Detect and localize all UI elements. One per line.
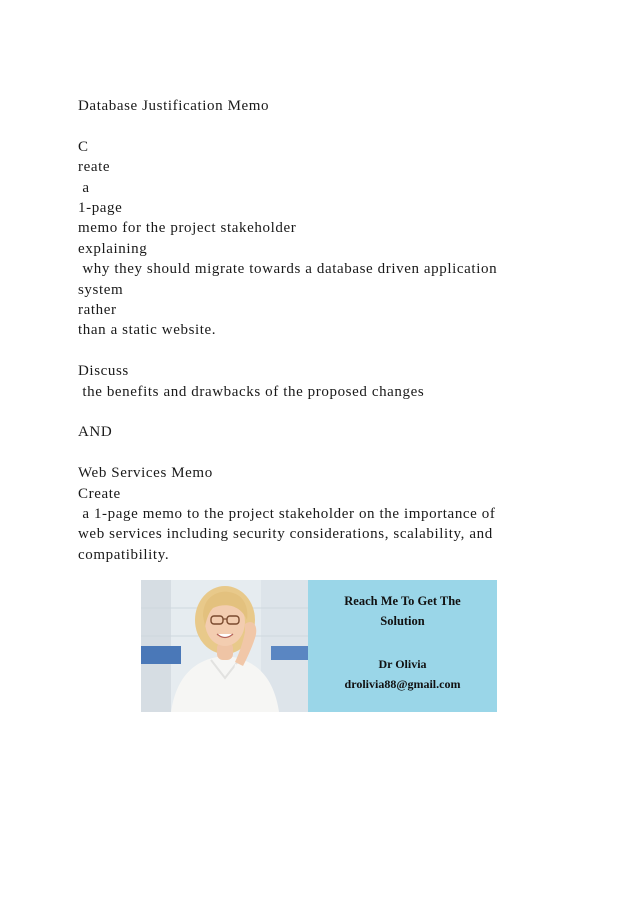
blank-line bbox=[78, 443, 578, 463]
memo-line: AND bbox=[78, 424, 113, 441]
promo-heading bbox=[308, 591, 497, 631]
memo-line: explaining bbox=[78, 240, 148, 257]
memo-line: the benefits and drawbacks of the proposed changes bbox=[78, 383, 425, 400]
contact-name: Dr Olivia bbox=[378, 657, 427, 671]
memo-line: 1-page bbox=[78, 200, 123, 217]
promo-banner bbox=[141, 580, 497, 712]
memo-line: a bbox=[78, 179, 90, 196]
memo-line: web services including security considerations, scalability, and bbox=[78, 526, 493, 543]
promo-contact bbox=[308, 654, 497, 694]
memo-line: than a static website. bbox=[78, 322, 217, 339]
blank-line bbox=[78, 402, 578, 422]
memo-title: Database Justification Memo bbox=[78, 98, 270, 114]
memo-line: a 1-page memo to the project stakeholder on the importance of bbox=[78, 506, 496, 523]
memo-line: rather bbox=[78, 302, 117, 319]
memo-line: compatibility. bbox=[78, 546, 170, 563]
promo-heading-line1: Reach Me To Get The bbox=[344, 594, 461, 608]
memo-line: memo for the project stakeholder bbox=[78, 220, 297, 237]
memo-text bbox=[78, 96, 578, 565]
contact-email[interactable]: drolivia88@gmail.com bbox=[344, 677, 461, 691]
memo-line: reate bbox=[78, 159, 111, 176]
promo-photo bbox=[141, 580, 308, 712]
memo-line: why they should migrate towards a database driven application bbox=[78, 261, 498, 278]
memo-line: system bbox=[78, 281, 124, 298]
memo-line: Discuss bbox=[78, 363, 129, 380]
promo-heading-line2: Solution bbox=[380, 614, 425, 628]
memo-line: Create bbox=[78, 485, 121, 502]
promo-contact-panel bbox=[308, 580, 497, 712]
section-title: Web Services Memo bbox=[78, 465, 213, 482]
woman-photo-illustration bbox=[141, 580, 308, 712]
blank-line bbox=[78, 341, 578, 361]
blank-line bbox=[78, 116, 578, 136]
memo-line: C bbox=[78, 138, 89, 155]
